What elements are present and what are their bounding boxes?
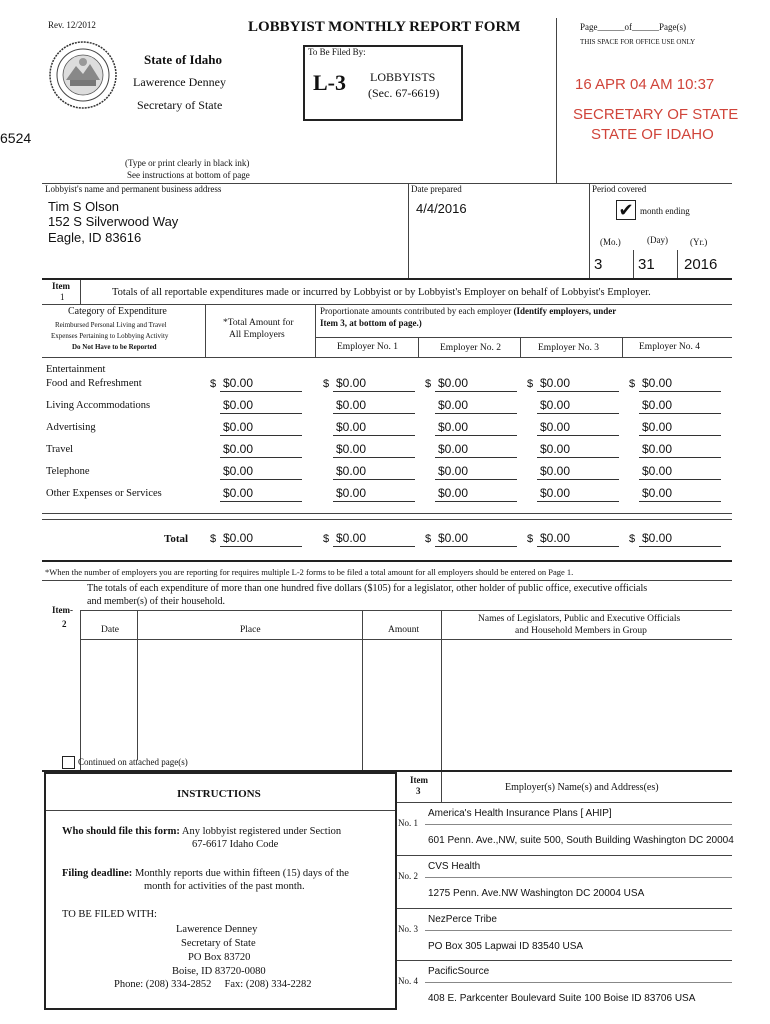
proportionate-header: Proportionate amounts contributed by each employer (Identify employers, under — [320, 306, 617, 316]
employer-col-1: Employer No. 1 — [337, 342, 398, 352]
amount-field[interactable]: $0.00 — [223, 420, 254, 434]
official-title: Secretary of State — [137, 98, 223, 112]
to-be-filed-with: TO BE FILED WITH: — [62, 909, 157, 920]
category-label: Food and Refreshment — [46, 378, 142, 389]
year-label: (Yr.) — [690, 237, 708, 247]
employer-number: No. 2 — [398, 871, 418, 881]
dollar-sign: $ — [527, 378, 534, 390]
amount-field[interactable]: $0.00 — [642, 398, 673, 412]
file-phone-fax: Phone: (208) 334-2852 Fax: (208) 334-2282 — [114, 979, 312, 990]
category-label: Telephone — [46, 466, 90, 477]
total-dollar-sign: $ — [323, 533, 330, 545]
amount-field[interactable]: $0.00 — [223, 398, 254, 412]
page-of-pages: Page______of______Page(s) — [580, 22, 686, 32]
employer-col-2: Employer No. 2 — [440, 343, 501, 353]
amount-field[interactable]: $0.00 — [438, 442, 469, 456]
continued-label: Continued on attached page(s) — [78, 757, 188, 767]
category-header: Category of Expenditure — [68, 306, 167, 317]
filed-by-label: To Be Filed By: — [308, 47, 366, 57]
total-amount-field[interactable]: $0.00 — [540, 531, 571, 545]
item3-number: 3 — [416, 786, 421, 796]
dollar-sign: $ — [425, 378, 432, 390]
total-amount-field[interactable]: $0.00 — [223, 531, 254, 545]
employer-number: No. 1 — [398, 818, 418, 828]
item2-description-1: The totals of each expenditure of more than one hundred five dollars ($105) for a legislator, other holder of public office, executive officials — [87, 583, 648, 594]
amount-field[interactable]: $0.00 — [438, 420, 469, 434]
filing-deadline: Filing deadline: Monthly reports due within fifteen (15) days of the — [62, 868, 349, 879]
lobbyist-address-label: Lobbyist's name and permanent business address — [45, 184, 222, 194]
amount-field[interactable]: $0.00 — [336, 398, 367, 412]
category-sub3: Do Not Have to be Reported — [72, 343, 157, 351]
amount-field[interactable]: $0.00 — [642, 464, 673, 478]
category-sub2: Expenses Pertaining to Lobbying Activity — [51, 332, 169, 340]
amount-field[interactable]: $0.00 — [540, 376, 571, 390]
period-year-field[interactable]: 2016 — [684, 256, 718, 273]
instructions-note: See instructions at bottom of page — [127, 170, 250, 180]
form-code: L-3 — [313, 70, 346, 95]
date-prepared-field[interactable]: 4/4/2016 — [416, 201, 467, 216]
continued-checkbox[interactable] — [62, 756, 75, 769]
total-dollar-sign: $ — [425, 533, 432, 545]
item3-header: Employer(s) Name(s) and Address(es) — [505, 782, 659, 793]
day-label: (Day) — [647, 235, 668, 245]
state-seal-icon — [48, 40, 118, 110]
lobbyist-name[interactable]: Tim S Olson — [48, 199, 120, 214]
file-address-2: Secretary of State — [181, 938, 256, 949]
item1-footnote: *When the number of employers you are reporting for requires multiple L-2 forms to be filed a total amount for all employers should be entered on Page 1. — [45, 567, 574, 577]
proportionate-header-2: Item 3, at bottom of page.) — [320, 318, 422, 328]
amount-field[interactable]: $0.00 — [642, 376, 673, 390]
date-prepared-label: Date prepared — [411, 184, 462, 194]
amount-field[interactable]: $0.00 — [438, 376, 469, 390]
total-dollar-sign: $ — [527, 533, 534, 545]
revision-label: Rev. 12/2012 — [48, 20, 96, 30]
employer-address-field[interactable]: 1275 Penn. Ave.NW Washington DC 20004 USA — [428, 888, 645, 899]
type-note: (Type or print clearly in black ink) — [125, 158, 250, 168]
dollar-sign: $ — [629, 378, 636, 390]
office-use-note: THIS SPACE FOR OFFICE USE ONLY — [580, 38, 696, 46]
amount-field[interactable]: $0.00 — [223, 376, 254, 390]
employer-col-3: Employer No. 3 — [538, 343, 599, 353]
amount-field[interactable]: $0.00 — [540, 420, 571, 434]
category-label: Advertising — [46, 422, 96, 433]
employer-address-field[interactable]: 408 E. Parkcenter Boulevard Suite 100 Boise ID 83706 USA — [428, 993, 696, 1004]
employer-address-field[interactable]: PO Box 305 Lapwai ID 83540 USA — [428, 941, 584, 952]
total-label: Total — [164, 533, 189, 545]
month-ending-label: month ending — [640, 206, 690, 216]
amount-field[interactable]: $0.00 — [336, 464, 367, 478]
lobbyist-city[interactable]: Eagle, ID 83616 — [48, 230, 142, 245]
total-amount-field[interactable]: $0.00 — [336, 531, 367, 545]
filing-deadline-2: month for activities of the past month. — [144, 881, 305, 892]
amount-field[interactable]: $0.00 — [540, 398, 571, 412]
file-address-3: PO Box 83720 — [188, 952, 251, 963]
file-address-4: Boise, ID 83720-0080 — [172, 966, 266, 977]
employer-name-field[interactable]: NezPerce Tribe — [428, 914, 497, 925]
amount-field[interactable]: $0.00 — [223, 442, 254, 456]
side-number: 6524 — [0, 130, 32, 146]
amount-field[interactable]: $0.00 — [642, 486, 673, 500]
item2-amount-header: Amount — [388, 625, 420, 635]
lobbyist-street[interactable]: 152 S Silverwood Way — [48, 214, 179, 229]
employer-name-field[interactable]: CVS Health — [428, 861, 481, 872]
item2-place-header: Place — [240, 625, 261, 635]
received-stamp-line2: STATE OF IDAHO — [591, 126, 714, 143]
period-day-field[interactable]: 31 — [638, 256, 655, 273]
who-should-file: Who should file this form: Any lobbyist registered under Section — [62, 826, 342, 837]
employer-col-4: Employer No. 4 — [639, 342, 700, 352]
amount-field[interactable]: $0.00 — [540, 486, 571, 500]
amount-field[interactable]: $0.00 — [642, 420, 673, 434]
dollar-sign: $ — [323, 378, 330, 390]
amount-field[interactable]: $0.00 — [336, 442, 367, 456]
amount-field[interactable]: $0.00 — [540, 442, 571, 456]
amount-field[interactable]: $0.00 — [642, 442, 673, 456]
total-dollar-sign: $ — [629, 533, 636, 545]
employer-address-field[interactable]: 601 Penn. Ave.,NW, suite 500, South Building Washington DC 20004 — [428, 835, 734, 846]
total-amount-header: *Total Amount for — [223, 318, 294, 328]
amount-field[interactable]: $0.00 — [336, 420, 367, 434]
item2-names-header-2: and Household Members in Group — [515, 626, 647, 636]
amount-field[interactable]: $0.00 — [438, 398, 469, 412]
period-month-field[interactable]: 3 — [594, 256, 603, 273]
state-name: State of Idaho — [144, 52, 223, 67]
item1-description: Totals of all reportable expenditures made or incurred by Lobbyist or by Lobbyist's Employer on behalf of Lobbyist's Employer. — [112, 287, 651, 298]
item2-description-2: and member(s) of their household. — [87, 596, 226, 607]
amount-field[interactable]: $0.00 — [336, 486, 367, 500]
period-covered-label: Period covered — [592, 184, 647, 194]
received-stamp-date: 16 APR 04 AM 10:37 — [575, 76, 715, 93]
amount-field[interactable]: $0.00 — [438, 486, 469, 500]
who-should-file-2: 67-6617 Idaho Code — [192, 839, 279, 850]
amount-field[interactable]: $0.00 — [438, 464, 469, 478]
item2-label: Item- — [52, 605, 73, 615]
amount-field[interactable]: $0.00 — [223, 464, 254, 478]
amount-field[interactable]: $0.00 — [223, 486, 254, 500]
category-label: Travel — [46, 444, 74, 455]
form-type: LOBBYISTS — [370, 70, 436, 84]
category-label: Other Expenses or Services — [46, 488, 162, 499]
category-label: Living Accommodations — [46, 400, 151, 411]
total-dollar-sign: $ — [210, 533, 217, 545]
instructions-title: INSTRUCTIONS — [177, 788, 261, 800]
all-employers-header: All Employers — [229, 330, 285, 340]
month-ending-checkbox[interactable]: ✔ — [616, 200, 636, 220]
employer-number: No. 3 — [398, 924, 418, 934]
item3-label: Item — [410, 775, 428, 785]
total-amount-field[interactable]: $0.00 — [642, 531, 673, 545]
amount-field[interactable]: $0.00 — [336, 376, 367, 390]
employer-number: No. 4 — [398, 976, 418, 986]
received-stamp-line1: SECRETARY OF STATE — [573, 106, 739, 123]
employer-name-field[interactable]: PacificSource — [428, 966, 490, 977]
item2-number: 2 — [62, 619, 67, 629]
item1-number: 1 — [60, 292, 65, 302]
item2-names-header-1: Names of Legislators, Public and Executive Officials — [478, 614, 681, 624]
total-amount-field[interactable]: $0.00 — [438, 531, 469, 545]
file-address-1: Lawerence Denney — [176, 924, 258, 935]
month-label: (Mo.) — [600, 237, 621, 247]
amount-field[interactable]: $0.00 — [540, 464, 571, 478]
item1-label: Item — [52, 281, 70, 291]
category-sub1: Reimbursed Personal Living and Travel — [55, 321, 167, 329]
official-name: Lawerence Denney — [133, 75, 226, 89]
form-section: (Sec. 67-6619) — [368, 86, 440, 100]
employer-name-field[interactable]: America's Health Insurance Plans [ AHIP] — [428, 808, 612, 819]
item2-date-header: Date — [101, 625, 119, 635]
dollar-sign: $ — [210, 378, 217, 390]
category-label-line1: Entertainment — [46, 364, 106, 375]
form-title: LOBBYIST MONTHLY REPORT FORM — [248, 19, 521, 35]
